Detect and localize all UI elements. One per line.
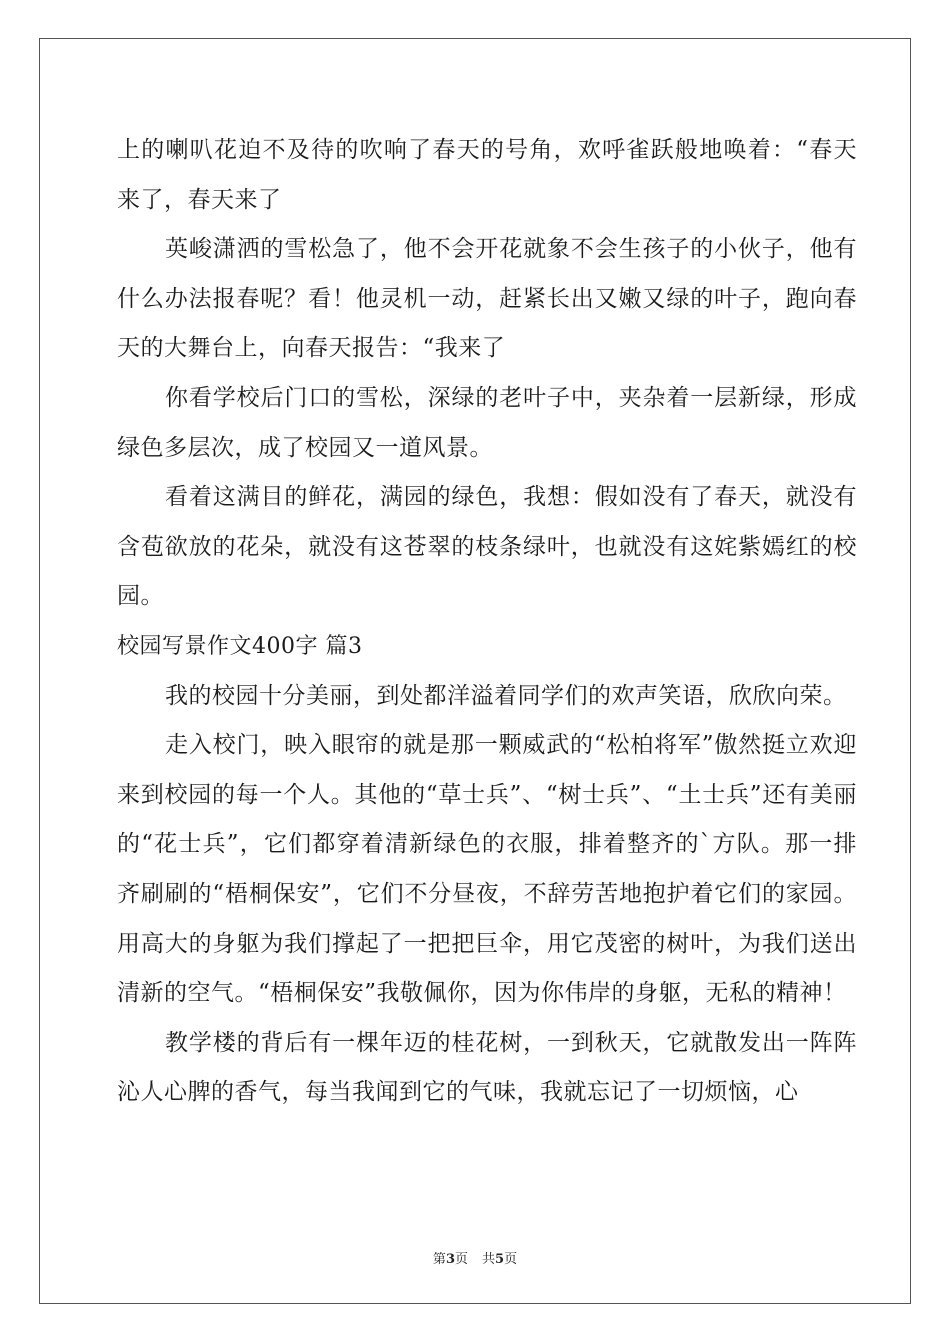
paragraph-2: 英峻潇洒的雪松急了，他不会开花就象不会生孩子的小伙子，他有什么办法报春呢？看！他灵机一动，赶紧长出又嫩又绿的叶子，跑向春天的大舞台上，向春天报告：“我来了 xyxy=(117,236,857,362)
paragraph-6: 走入校门，映入眼帘的就是那一颗威武的“松柏将军”傲然挺立欢迎来到校园的每一个人。其他的“草士兵”、“树士兵”、“土士兵”还有美丽的“花士兵”，它们都穿着清新绿色的衣服，排着整齐的`方队。那一排齐刷刷的“梧桐保安”，它们不分昼夜，不辞劳苦地抱护着它们的家园。用高大的身躯为我们撑起了一把把巨伞，用它茂密的树叶，为我们送出清新的空气。“梧桐保安”我敬佩你，因为你伟岸的身躯，无私的精神！ xyxy=(117,732,857,1007)
total-suffix: 页 xyxy=(504,1252,518,1267)
paragraph-1: 上的喇叭花迫不及待的吹响了春天的号角，欢呼雀跃般地唤着：“春天来了，春天来了 xyxy=(117,137,857,213)
paragraph-5: 我的校园十分美丽，到处都洋溢着同学们的欢声笑语，欣欣向荣。 xyxy=(165,682,847,709)
paragraph-3: 你看学校后门口的雪松，深绿的老叶子中，夹杂着一层新绿，形成绿色多层次，成了校园又一道风景。 xyxy=(117,384,857,461)
section-heading: 校园写景作文400字 篇3 xyxy=(117,633,363,659)
paragraph-4: 看着这满目的鲜花，满园的绿色，我想：假如没有了春天，就没有含苞欲放的花朵，就没有这苍翠的枝条绿叶，也就没有这姹紫嫣红的校园。 xyxy=(117,484,857,610)
page-number: 3 xyxy=(445,1252,455,1267)
total-prefix: 共 xyxy=(482,1252,496,1267)
page-prefix: 第 xyxy=(432,1252,446,1267)
page-suffix: 页 xyxy=(454,1252,468,1267)
paragraph-7: 教学楼的背后有一棵年迈的桂花树，一到秋天，它就散发出一阵阵沁人心脾的香气，每当我闻到它的气味，我就忘记了一切烦恼，心 xyxy=(117,1029,857,1106)
document-body xyxy=(117,126,857,1118)
page-footer xyxy=(0,1248,950,1267)
total-pages: 5 xyxy=(495,1252,505,1267)
